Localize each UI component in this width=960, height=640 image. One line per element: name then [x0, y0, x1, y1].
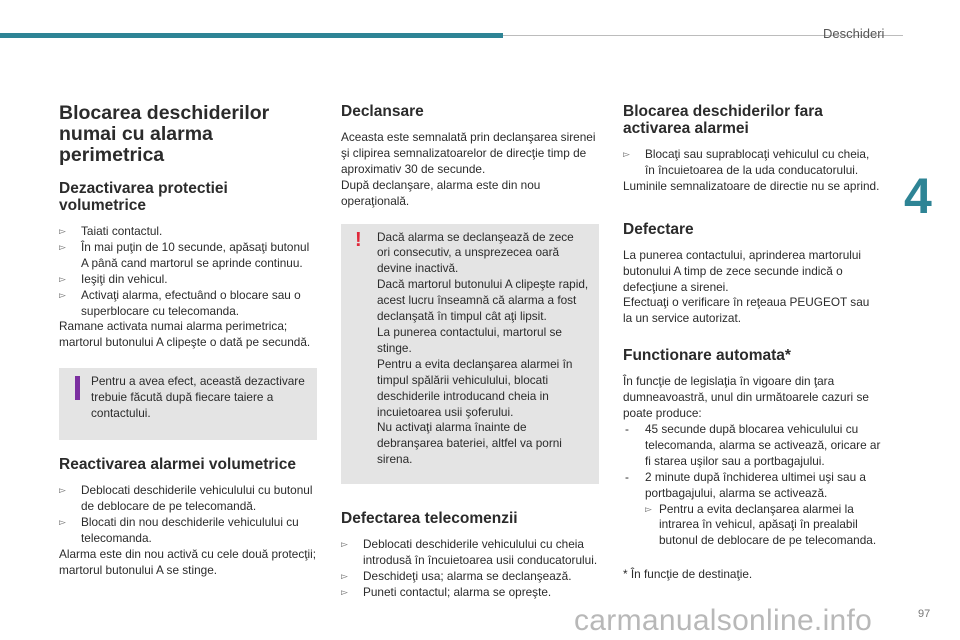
footnote: * În funcţie de destinaţie.	[623, 567, 753, 582]
heading-defectarea-telecomenzii: Defectarea telecomenzii	[341, 510, 518, 528]
chapter-number: 4	[904, 168, 932, 224]
functionare-cases	[623, 422, 881, 502]
watermark-url: carmanualsonline.info	[574, 604, 873, 637]
warning-text: Dacă alarma se declanşează de zece ori consecutiv, a unsprezecea oară devine inactivă. Dacă martorul butonului A clipeşte rapid, acest lucru înseamnă că alarma a fost declanşată în timpul cât aţi lipsit. La punerea contactului, martorul se stinge. Pentru a evita declanşarea alarmei în timpul spălării vehiculului, blocati deschiderile introducand cheia in incuietoarea usii şoferului. Nu activaţi alarma înainte de debranşarea bateriei, altfel va porni sirena.	[377, 229, 589, 467]
column-1	[59, 103, 317, 578]
heading-dezactivare: Dezactivarea protectiei volumetrice	[59, 180, 228, 214]
heading-declansare: Declansare	[341, 103, 424, 120]
heading-functionare-automata: Functionare automata*	[623, 347, 791, 365]
bullet-arrow-icon: ▻	[59, 241, 66, 252]
bullet-arrow-icon: ▻	[59, 516, 66, 527]
bullet-arrow-icon: ▻	[341, 539, 348, 550]
warning-note	[341, 224, 599, 485]
bullet-arrow-icon: ▻	[341, 586, 348, 597]
list-item: ▻ Taiati contactul.	[59, 224, 163, 238]
heading-defectare: Defectare	[623, 220, 694, 238]
bullet-arrow-icon: ▻	[341, 570, 348, 581]
defectarea-telecomenzii-steps	[341, 537, 599, 601]
info-note	[59, 368, 317, 440]
section-title: Deschideri	[823, 26, 885, 41]
list-item: ▻ Activaţi alarma, efectuând o blocare sau o superblocare cu telecomanda.	[59, 287, 301, 318]
list-item: ▻ Blocati din nou deschiderile vehiculului cu telecomanda.	[59, 514, 299, 545]
dezactivare-steps	[59, 224, 317, 319]
heading-fara-alarma: Blocarea deschiderilor fara activarea alarmei	[623, 103, 823, 137]
dezactivare-result: Ramane activata numai alarma perimetrica; martorul butonului A clipeşte o dată pe secundă.	[59, 319, 311, 350]
warning-icon: !	[355, 228, 362, 251]
list-item: ▻ Deschideţi usa; alarma se declanşează.	[341, 568, 572, 583]
header-accent-bar	[0, 33, 503, 38]
bullet-arrow-icon: ▻	[623, 149, 630, 159]
list-item: ▻ Ieşiţi din vehicul.	[59, 271, 168, 286]
list-item: ▻ În mai puţin de 10 secunde, apăsaţi butonul A până cand martorul se aprinde continuu.	[59, 239, 310, 270]
list-item: ▻ Deblocati deschiderile vehiculului cu cheia introdusă în încuietoarea usii conducatorului.	[341, 537, 598, 568]
info-text: Pentru a avea efect, această dezactivare trebuie făcută după fiecare taiere a contactului.	[91, 374, 305, 421]
list-item: ▻ Deblocati deschiderile vehiculului cu butonul de deblocare de pe telecomandă.	[59, 482, 313, 513]
bullet-arrow-icon: ▻	[59, 226, 66, 236]
fara-alarma-steps	[623, 147, 881, 179]
column-2	[341, 103, 599, 601]
declansare-text: Aceasta este semnalată prin declanşarea sirenei şi clipirea semnalizatoarelor de direcţie timp de aproximativ 30 de secunde. După declanşare, alarma este din nou operaţională.	[341, 130, 596, 208]
bullet-arrow-icon: ▻	[645, 503, 652, 514]
list-item: ▻ Puneti contactul; alarma se opreşte.	[341, 584, 552, 599]
column-3	[623, 103, 881, 583]
list-item: - 45 secunde după blocarea vehiculului cu telecomanda, alarma se activează, oricare ar fi starea uşilor sau a portbagajului.	[625, 421, 881, 468]
info-icon	[75, 376, 80, 400]
list-item: - 2 minute după închiderea ultimei uşi sau a portbagajului, alarma se activează.	[625, 469, 866, 500]
dash-marker: -	[625, 469, 629, 484]
reactivare-steps	[59, 483, 317, 547]
dash-marker: -	[625, 421, 629, 436]
bullet-arrow-icon: ▻	[59, 273, 66, 284]
fara-alarma-result: Luminile semnalizatoare de directie nu se aprind.	[623, 178, 880, 193]
reactivare-result: Alarma este din nou activă cu cele două protecţii; martorul butonului A se stinge.	[59, 546, 317, 577]
bullet-arrow-icon: ▻	[59, 484, 66, 495]
list-item: ▻ Blocaţi sau suprablocaţi vehiculul cu cheia, în încuietoarea de la uda conducatorului.	[623, 147, 870, 177]
functionare-sub-bullet: ▻ Pentru a evita declanşarea alarmei la intrarea în vehicul, apăsaţi în prealabil butonul de deblocare de pe telecomanda.	[645, 501, 877, 548]
heading-reactivare: Reactivarea alarmei volumetrice	[59, 455, 296, 473]
bullet-arrow-icon: ▻	[59, 289, 66, 300]
page-title: Blocarea deschiderilor numai cu alarma perimetrica	[59, 102, 270, 166]
page-number: 97	[918, 608, 931, 620]
functionare-text: În funcţie de legislaţia în vigoare din ţara dumneavoastră, unul din următoarele cazuri se poate produce:	[623, 374, 869, 421]
defectare-text: La punerea contactului, aprinderea martorului butonului A timp de zece secunde indică o defecţiune a sirenei. Efectuaţi o verificare în reţeaua PEUGEOT sau la un service autorizat.	[623, 247, 870, 326]
